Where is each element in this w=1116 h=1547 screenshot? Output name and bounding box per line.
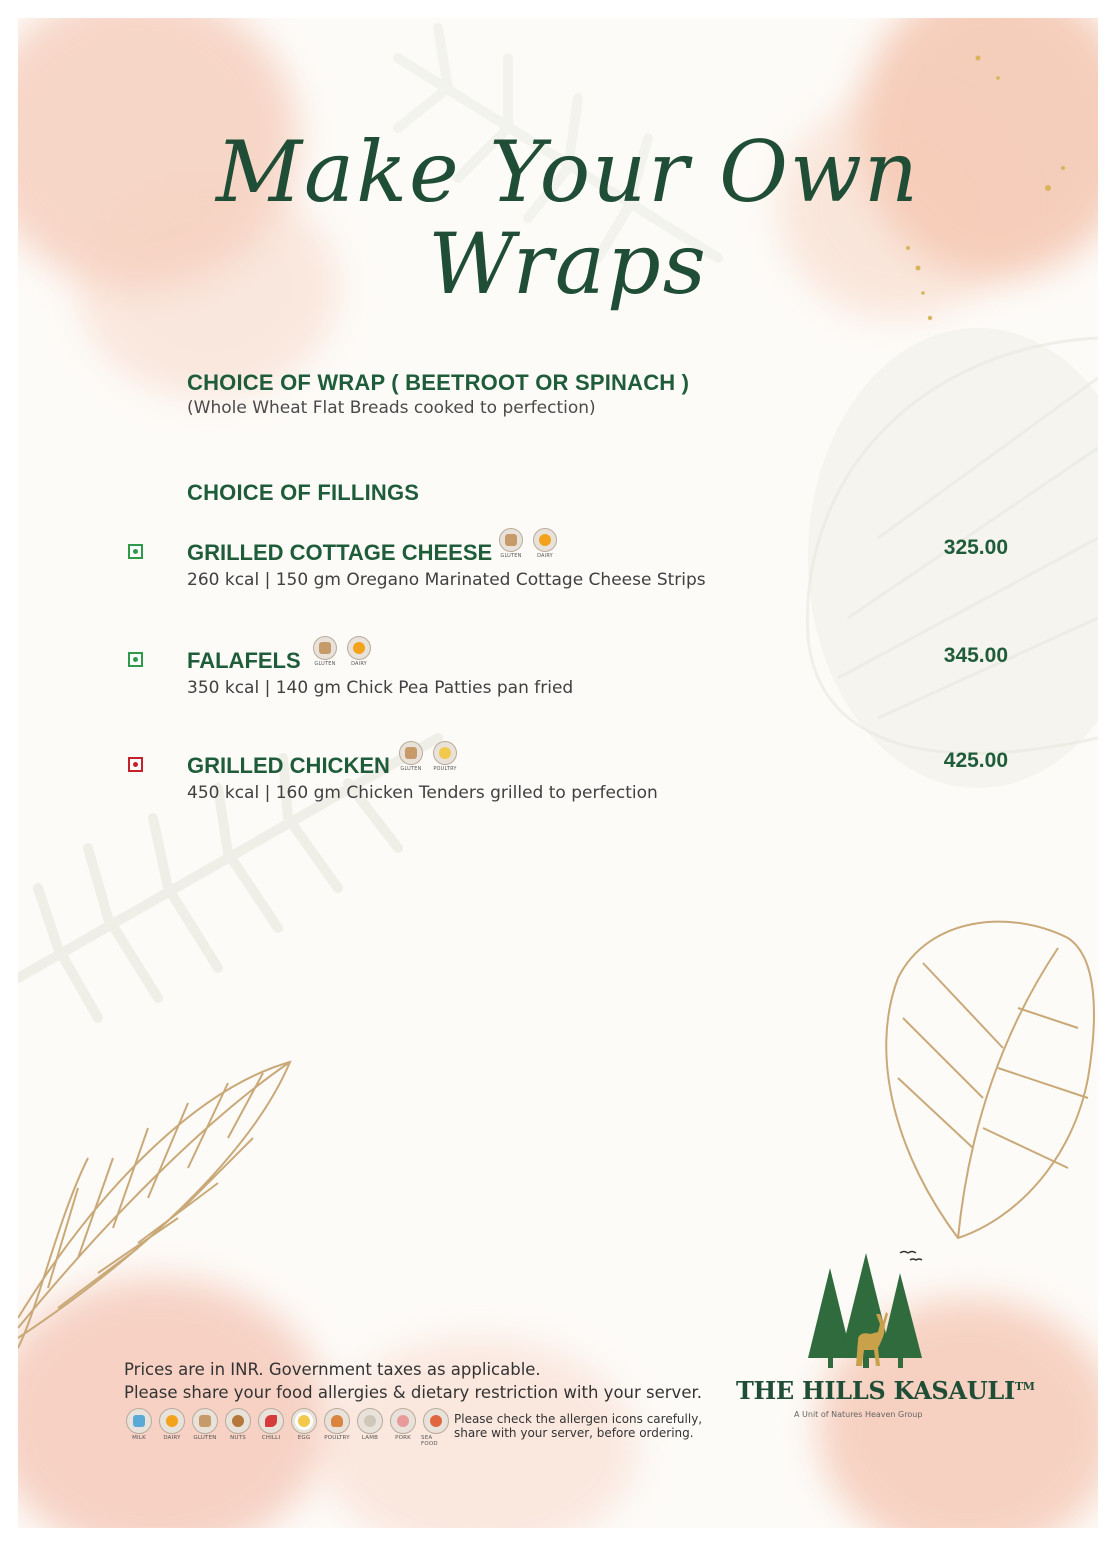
dairy-icon: DAIRY	[344, 636, 374, 667]
gluten-icon: GLUTEN	[396, 741, 426, 772]
footer-note	[124, 1358, 702, 1404]
gluten-icon: GLUTEN	[310, 636, 340, 667]
seafood-icon: SEA FOOD	[421, 1408, 451, 1447]
menu-item	[128, 536, 1008, 610]
chilli-icon: CHILLI	[256, 1408, 286, 1447]
veg-indicator-icon	[128, 652, 143, 667]
item-name: FALAFELS	[187, 648, 301, 673]
brand-name: THE HILLS KASAULI™	[736, 1376, 1035, 1405]
item-description: 450 kcal | 160 gm Chicken Tenders grilled to perfection	[187, 783, 658, 803]
item-allergen-icons	[396, 741, 460, 772]
item-allergen-icons	[310, 636, 374, 667]
item-name: GRILLED CHICKEN	[187, 753, 390, 778]
poultry-icon: POULTRY	[430, 741, 460, 772]
item-name: GRILLED COTTAGE CHEESE	[187, 540, 493, 565]
footer-line-prices: Prices are in INR. Government taxes as applicable.	[124, 1360, 541, 1379]
milk-icon: MILK	[124, 1408, 154, 1447]
item-description: 260 kcal | 150 gm Oregano Marinated Cottage Cheese Strips	[187, 570, 706, 590]
page-title: Make Your Own Wraps	[216, 123, 920, 314]
brand-tagline: A Unit of Natures Heaven Group	[794, 1410, 923, 1419]
footer-line-allergies: Please share your food allergies & dietary restriction with your server.	[124, 1383, 702, 1402]
pine-trees-deer-icon	[800, 1248, 930, 1373]
item-price: 345.00	[943, 644, 1008, 667]
allergen-legend	[124, 1408, 451, 1447]
menu-item	[128, 749, 1008, 823]
fillings-section-heading: CHOICE OF FILLINGS	[187, 480, 420, 505]
poultry-icon: POULTRY	[322, 1408, 352, 1447]
item-allergen-icons	[496, 528, 560, 559]
allergen-legend-note: Please check the allergen icons carefully, share with your server, before ordering.	[454, 1412, 703, 1440]
dairy-icon: DAIRY	[530, 528, 560, 559]
gluten-icon: GLUTEN	[496, 528, 526, 559]
dairy-icon: DAIRY	[157, 1408, 187, 1447]
menu-item	[128, 644, 1008, 718]
wrap-section-heading: CHOICE OF WRAP ( BEETROOT OR SPINACH )	[187, 370, 690, 395]
item-price: 425.00	[943, 749, 1008, 772]
lamb-icon: LAMB	[355, 1408, 385, 1447]
item-price: 325.00	[943, 536, 1008, 559]
pork-icon: PORK	[388, 1408, 418, 1447]
veg-indicator-icon	[128, 544, 143, 559]
nuts-icon: NUTS	[223, 1408, 253, 1447]
item-description: 350 kcal | 140 gm Chick Pea Patties pan fried	[187, 678, 574, 698]
menu-page	[18, 18, 1098, 1528]
egg-icon: EGG	[289, 1408, 319, 1447]
non-veg-indicator-icon	[128, 757, 143, 772]
wrap-section-subtext: (Whole Wheat Flat Breads cooked to perfection)	[187, 398, 596, 418]
gluten-icon: GLUTEN	[190, 1408, 220, 1447]
